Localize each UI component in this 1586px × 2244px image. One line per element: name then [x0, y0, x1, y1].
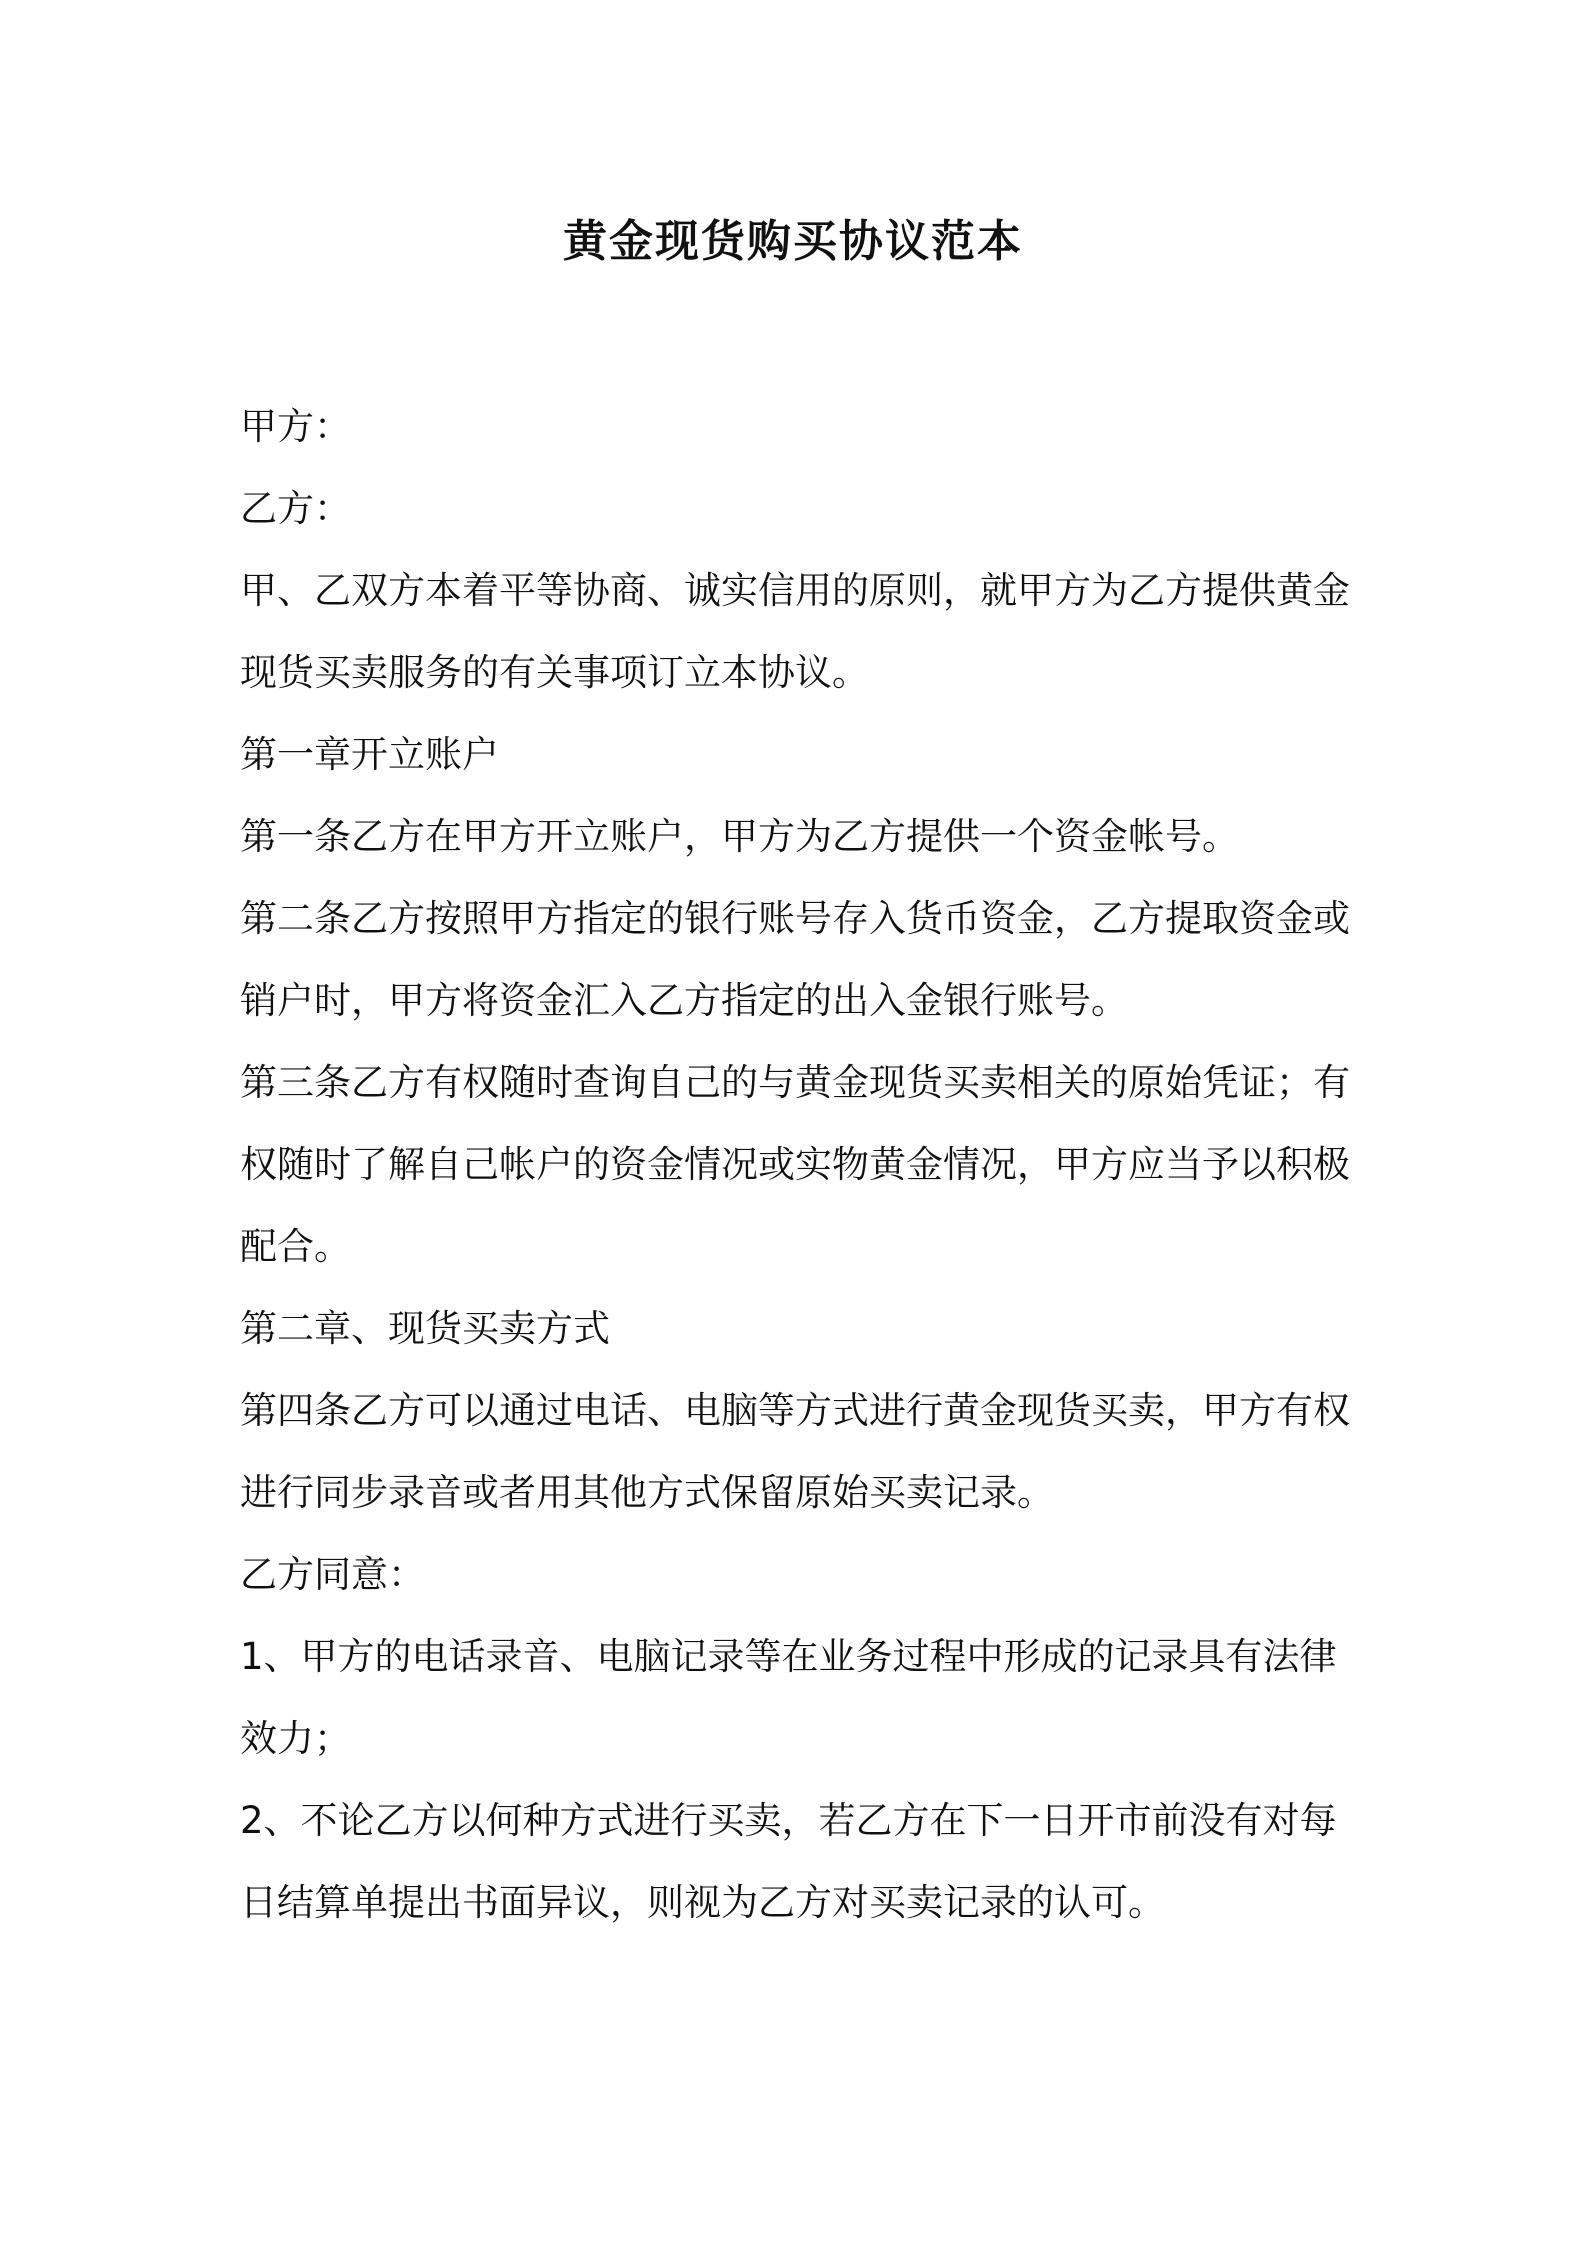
party-a-line: 甲方：: [240, 405, 351, 448]
party-b-line: 乙方：: [240, 487, 351, 530]
chapter-1-heading: 第一章开立账户: [240, 733, 499, 776]
chapter-2-heading: 第二章、现货买卖方式: [240, 1307, 610, 1350]
article-1-line-1: 第一条乙方在甲方开立账户，甲方为乙方提供一个资金帐号。: [240, 815, 1239, 858]
article-4-line-1: 第四条乙方可以通过电话、电脑等方式进行黄金现货买卖，甲方有权: [240, 1389, 1350, 1432]
preamble-line-1: 甲、乙双方本着平等协商、诚实信用的原则，就甲方为乙方提供黄金: [240, 569, 1350, 612]
article-2-line-1: 第二条乙方按照甲方指定的银行账号存入货币资金，乙方提取资金或: [240, 897, 1350, 940]
article-3-line-1: 第三条乙方有权随时查询自己的与黄金现货买卖相关的原始凭证；有: [240, 1061, 1350, 1104]
article-3-line-2: 权随时了解自己帐户的资金情况或实物黄金情况，甲方应当予以积极: [240, 1143, 1350, 1186]
party-b-agrees-line: 乙方同意：: [240, 1553, 425, 1596]
clause-2-line-1: 2、不论乙方以何种方式进行买卖，若乙方在下一日开市前没有对每: [240, 1799, 1337, 1842]
preamble-line-2: 现货买卖服务的有关事项订立本协议。: [240, 651, 869, 694]
clause-2-line-2: 日结算单提出书面异议，则视为乙方对买卖记录的认可。: [240, 1881, 1165, 1924]
clause-1-line-2: 效力；: [240, 1717, 351, 1760]
article-3-line-3: 配合。: [240, 1225, 351, 1268]
article-2-line-2: 销户时，甲方将资金汇入乙方指定的出入金银行账号。: [240, 979, 1128, 1022]
document-body: [240, 406, 1360, 1964]
clause-1-line-1: 1、甲方的电话录音、电脑记录等在业务过程中形成的记录具有法律: [240, 1635, 1337, 1678]
document-title: 黄金现货购买协议范本: [563, 216, 1023, 267]
article-4-line-2: 进行同步录音或者用其他方式保留原始买卖记录。: [240, 1471, 1054, 1514]
